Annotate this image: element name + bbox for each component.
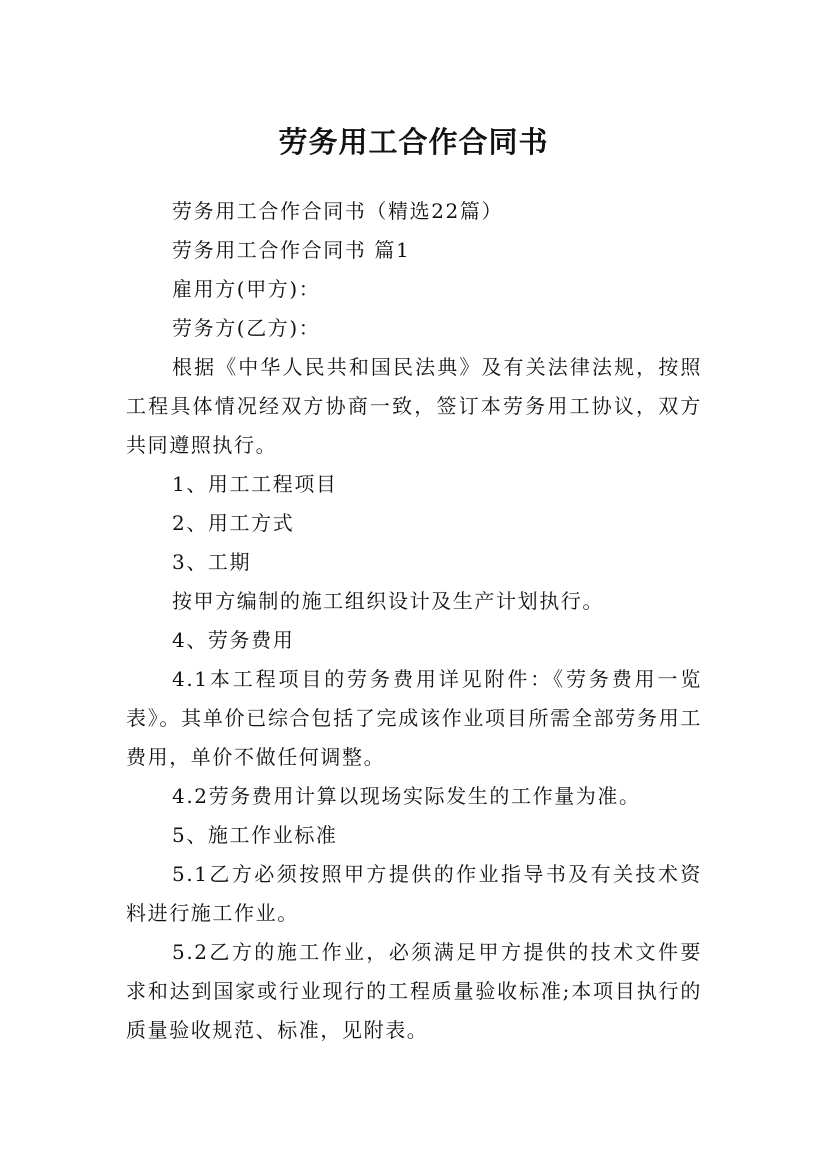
document-body [126, 192, 702, 1050]
paragraph: 劳务方(乙方)： [172, 316, 321, 340]
paragraph: 4.1本工程项目的劳务费用详见附件：《劳务费用一览表》。其单价已综合包括了完成该作业项目所需全部劳务用工费用，单价不做任何调整。 [126, 667, 702, 769]
paragraph: 根据《中华人民共和国民法典》及有关法律法规，按照工程具体情况经双方协商一致，签订本劳务用工协议，双方共同遵照执行。 [126, 355, 702, 457]
paragraph: 4.2劳务费用计算以现场实际发生的工作量为准。 [172, 784, 641, 808]
paragraph: 劳务用工合作合同书（精选22篇） [172, 199, 504, 223]
paragraph: 5、施工作业标准 [172, 823, 338, 847]
paragraph: 5.2乙方的施工作业，必须满足甲方提供的技术文件要求和达到国家或行业现行的工程质量验收标准;本项目执行的质量验收规范、标准，见附表。 [126, 940, 702, 1042]
paragraph: 按甲方编制的施工组织设计及生产计划执行。 [172, 589, 604, 613]
paragraph: 1、用工工程项目 [172, 472, 338, 496]
paragraph: 5.1乙方必须按照甲方提供的作业指导书及有关技术资料进行施工作业。 [126, 862, 702, 925]
paragraph: 雇用方(甲方)： [172, 277, 321, 301]
paragraph: 劳务用工合作合同书 篇1 [172, 238, 411, 262]
paragraph: 4、劳务费用 [172, 628, 295, 652]
document-title: 劳务用工合作合同书 [278, 125, 549, 160]
paragraph: 3、工期 [172, 550, 252, 574]
paragraph: 2、用工方式 [172, 511, 295, 535]
